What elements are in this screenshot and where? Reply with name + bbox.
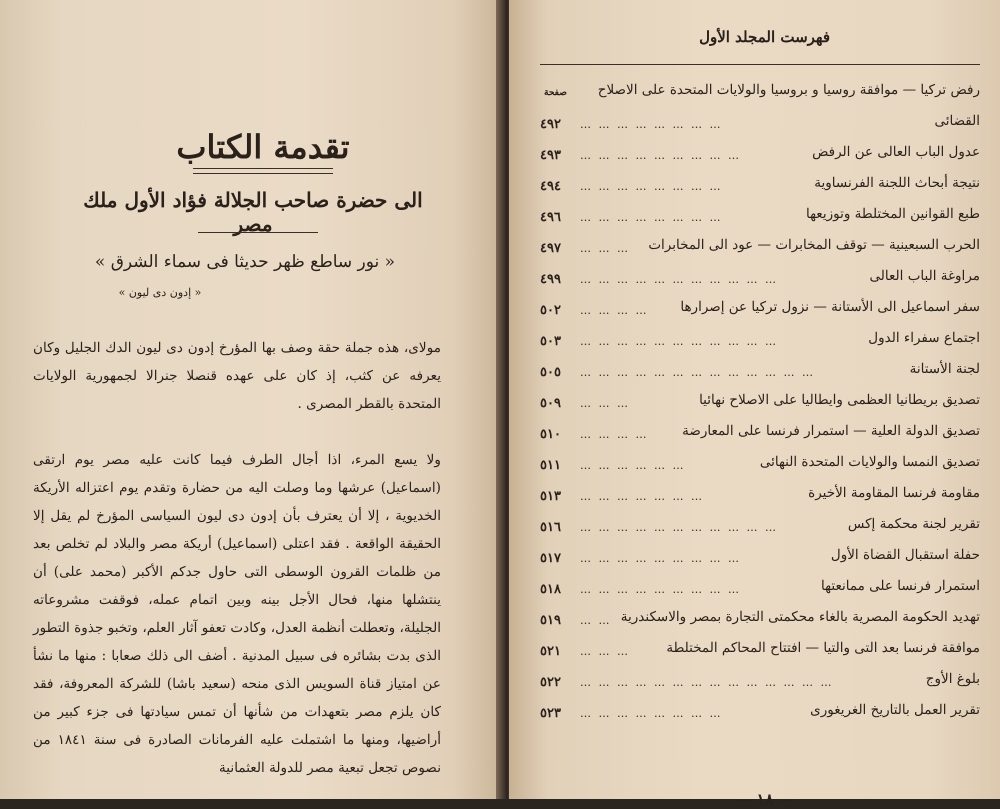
dot-leader: … … … … … … … … — [580, 706, 723, 720]
toc-page-number: ٥٢٢ — [540, 674, 561, 690]
toc-entry — [540, 479, 980, 510]
heading-ornament — [193, 168, 333, 174]
dot-leader: … … … — [580, 241, 630, 255]
dot-leader: … … … … … … … … … … … … … — [580, 365, 815, 379]
toc-entry-title: مراوغة الباب العالى — [869, 268, 980, 284]
toc-page-number: ٤٩٦ — [540, 209, 561, 225]
dot-leader: … … … — [580, 644, 630, 658]
toc-entry — [540, 448, 980, 479]
toc-entry-title: تصديق بريطانيا العظمى وايطاليا على الاصلاح نهائيا — [699, 392, 980, 408]
page-column-label: صفحة — [544, 88, 567, 98]
toc-entry — [540, 510, 980, 541]
epigraph-attribution: « إدون دى ليون » — [118, 286, 202, 299]
dedication-line: الى حضرة صاحب الجلالة فؤاد الأول ملك مصر — [83, 188, 423, 236]
toc-page-number: ٤٩٢ — [540, 116, 561, 132]
toc-entry — [540, 200, 980, 231]
toc-page-number: ٥١٠ — [540, 426, 561, 442]
toc-page-number: ٥١١ — [540, 457, 561, 473]
toc-entry — [540, 293, 980, 324]
toc-page-number: ٥١٣ — [540, 488, 561, 504]
dot-leader: … … … … … … … … … … … — [580, 520, 778, 534]
toc-entry — [540, 634, 980, 665]
toc-page-number: ٥١٨ — [540, 581, 561, 597]
toc-entry — [540, 386, 980, 417]
page-folio-number: — ١٨ — — [735, 790, 796, 809]
toc-entry — [540, 603, 980, 634]
toc-entry — [540, 169, 980, 200]
toc-page-number: ٤٩٩ — [540, 271, 561, 287]
toc-entry — [540, 572, 980, 603]
toc-entry-title: نتيجة أبحاث اللجنة الفرنساوية — [814, 175, 980, 191]
preface-heading: تقدمة الكتاب — [176, 128, 350, 166]
dot-leader: … … … … … … … … … — [580, 551, 741, 565]
toc-entry-title: موافقة فرنسا بعد التى والتيا — افتتاح المحاكم المختلطة — [666, 640, 980, 656]
paragraph-1: مولاى، هذه جملة حقة وصف بها المؤرخ إدون دى ليون الدك الجليل وكان يعرفه عن كثب، إذ كان على عهده قنصلا جنرالا لجمهورية الولايات المتحدة بالقطر المصرى . — [33, 339, 441, 412]
toc-entry-title: تهديد الحكومة المصرية بالغاء محكمتى التجارة بمصر والاسكندرية — [620, 609, 980, 625]
running-head: فهرست المجلد الأول — [699, 28, 830, 46]
toc-entry-title: بلوغ الأوج — [925, 671, 980, 687]
toc-entry-title: تصديق النمسا والولايات المتحدة النهائى — [759, 454, 980, 470]
toc-page-number: ٥١٧ — [540, 550, 561, 566]
epigraph-quote: « نور ساطع ظهر حديثا فى سماء الشرق » — [94, 252, 396, 272]
toc-entry — [540, 696, 980, 727]
paragraph-2: ولا يسع المرء، اذا أجال الطرف فيما كانت عليه مصر يوم ارتقى (اسماعيل) عرشها وما وصلت اليه من حضارة وتقدم يوم اعتزاله الأريكة الخديوية ، إلا أن يعترف بأن إدون دى ليون السياسى المؤرخ لم يقل إلا الحقيقة الواقعة . فقد اعتلى (اسماعيل) أريكة مصر والبلاد لم تخلص بعد من ظلمات القرون الوسطى التى حاول جدكم الأكبر (محمد على) أن ينتشلها منها، فحال الأجل بينه وبين اتمام عمله، فوقفت مشروعاته الجليلة، وتعطلت أنظمة العدل، وكادت تعفو آثار العلم، وتخبو جذوة التطور الذى بدت بشائره فى سبيل المدنية . أضف الى ذلك صعابا : منها ما نشأ عن امتياز قناة السويس الذى منحه (سعيد باشا) للشركة المعروفة، فقد كان يلزم مصر بتعهدات من شأنها أن تمس سيادتها فى جزء كبير من أراضيها، ومنها ما اشتملت عليه الفرمانات الصادرة فى سنة ١٨٤١ من نصوص تجعل تبعية مصر للدولة العثمانية — [33, 451, 442, 776]
dot-leader: … … … … — [580, 303, 649, 317]
toc-entry-title: طبع القوانين المختلطة وتوزيعها — [805, 206, 980, 222]
toc-page-number: ٤٩٧ — [540, 240, 561, 256]
toc-entry-title: رفض تركيا — موافقة روسيا و بروسيا والولايات المتحدة على الاصلاح — [597, 82, 980, 98]
toc-page-number: ٥٠٢ — [540, 302, 561, 318]
toc-page-number: ٥١٦ — [540, 519, 561, 535]
dot-leader: … … — [580, 613, 612, 627]
dot-leader: … … … … … … … … … — [580, 148, 741, 162]
header-rule — [540, 64, 980, 65]
toc-page-number: ٥١٩ — [540, 612, 561, 628]
dot-leader: … … … … … … … … — [580, 210, 723, 224]
dot-leader: … … … — [580, 396, 630, 410]
dot-leader: … … … … … … … … … — [580, 582, 741, 596]
table-of-contents — [540, 76, 980, 727]
toc-entry — [540, 541, 980, 572]
toc-entry — [540, 231, 980, 262]
dot-leader: … … … … … … … … … … … … … … — [580, 675, 834, 689]
toc-page-number: ٥٠٩ — [540, 395, 561, 411]
toc-entry-title: سفر اسماعيل الى الأستانة — نزول تركيا عن إصرارها — [680, 299, 980, 315]
dot-leader: … … … … — [580, 427, 649, 441]
toc-entry-title: تقرير لجنة محكمة إكس — [847, 516, 980, 532]
toc-entry — [540, 417, 980, 448]
toc-entry — [540, 324, 980, 355]
dedication-rule — [198, 232, 318, 233]
toc-entry — [540, 262, 980, 293]
dot-leader: … … … … … … … … … … … — [580, 272, 778, 286]
toc-page-number: ٤٩٣ — [540, 147, 561, 163]
toc-entry-title: عدول الباب العالى عن الرفض — [812, 144, 980, 160]
toc-entry-title: تقرير العمل بالتاريخ الغريغورى — [810, 702, 980, 718]
dot-leader: … … … … … … — [580, 458, 686, 472]
toc-page-number: ٥٢٣ — [540, 705, 561, 721]
toc-entry — [540, 76, 980, 138]
left-page — [0, 0, 503, 799]
toc-entry-title-continued: القضائى — [934, 113, 980, 129]
toc-entry-title: مقاومة فرنسا المقاومة الأخيرة — [808, 485, 980, 501]
toc-page-number: ٥٠٥ — [540, 364, 561, 380]
toc-page-number: ٤٩٤ — [540, 178, 561, 194]
toc-page-number: ٥٢١ — [540, 643, 561, 659]
toc-entry-title: استمرار فرنسا على ممانعتها — [821, 578, 980, 594]
dot-leader: … … … … … … … … — [580, 117, 723, 131]
toc-entry-title: تصديق الدولة العلية — استمرار فرنسا على المعارضة — [682, 423, 980, 439]
toc-entry-title: اجتماع سفراء الدول — [868, 330, 980, 346]
toc-entry-title: حفلة استقبال القضاة الأول — [830, 547, 980, 563]
toc-page-number: ٥٠٣ — [540, 333, 561, 349]
toc-entry — [540, 665, 980, 696]
toc-entry-title: الحرب السبعينية — توقف المخابرات — عود الى المخابرات — [648, 237, 980, 253]
dot-leader: … … … … … … … — [580, 489, 704, 503]
dot-leader: … … … … … … … … — [580, 179, 723, 193]
toc-entry — [540, 355, 980, 386]
toc-entry-title: لجنة الأستانة — [909, 361, 980, 377]
dot-leader: … … … … … … … … … … … — [580, 334, 778, 348]
toc-entry — [540, 138, 980, 169]
